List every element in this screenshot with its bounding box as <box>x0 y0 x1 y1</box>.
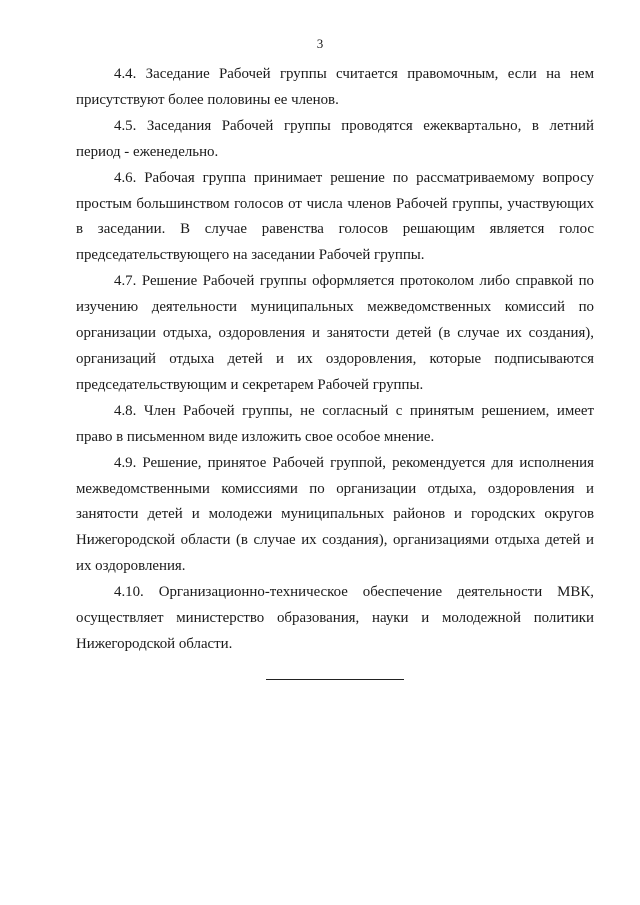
document-body <box>76 62 594 658</box>
end-separator-line <box>266 679 404 680</box>
paragraph-4-4: 4.4. Заседание Рабочей группы считается правомочным, если на нем присутствуют более половины ее членов. <box>76 66 594 108</box>
paragraph-4-10: 4.10. Организационно-техническое обеспечение деятельности МВК, осуществляет министерство образования, науки и молодежной политики Нижегородской области. <box>76 584 594 652</box>
paragraph-4-5: 4.5. Заседания Рабочей группы проводятся ежеквартально, в летний период - еженедельно. <box>76 117 594 160</box>
paragraph-4-7: 4.7. Решение Рабочей группы оформляется протоколом либо справкой по изучению деятельности муниципальных межведомственных комиссий по организации отдыха, оздоровления и занятости детей (в случае их создания), организаций отдыха детей и их оздоровления, которые подписываются председательствующим и секретарем Рабочей группы. <box>76 273 594 393</box>
paragraph-4-8: 4.8. Член Рабочей группы, не согласный с принятым решением, имеет право в письменном виде изложить свое особое мнение. <box>76 402 594 445</box>
page-number: 3 <box>316 36 324 51</box>
paragraph-4-6: 4.6. Рабочая группа принимает решение по рассматриваемому вопросу простым большинством голосов от числа членов Рабочей группы, участвующих в заседании. В случае равенства голосов решающим является голос председательствующего на заседании Рабочей группы. <box>76 169 594 264</box>
paragraph-4-9: 4.9. Решение, принятое Рабочей группой, рекомендуется для исполнения межведомственными комиссиями по организации отдыха, оздоровления и занятости детей и молодежи муниципальных районов и городских округов Нижегородской области (в случае их создания), организациями отдыха детей и их оздоровления. <box>76 454 594 575</box>
